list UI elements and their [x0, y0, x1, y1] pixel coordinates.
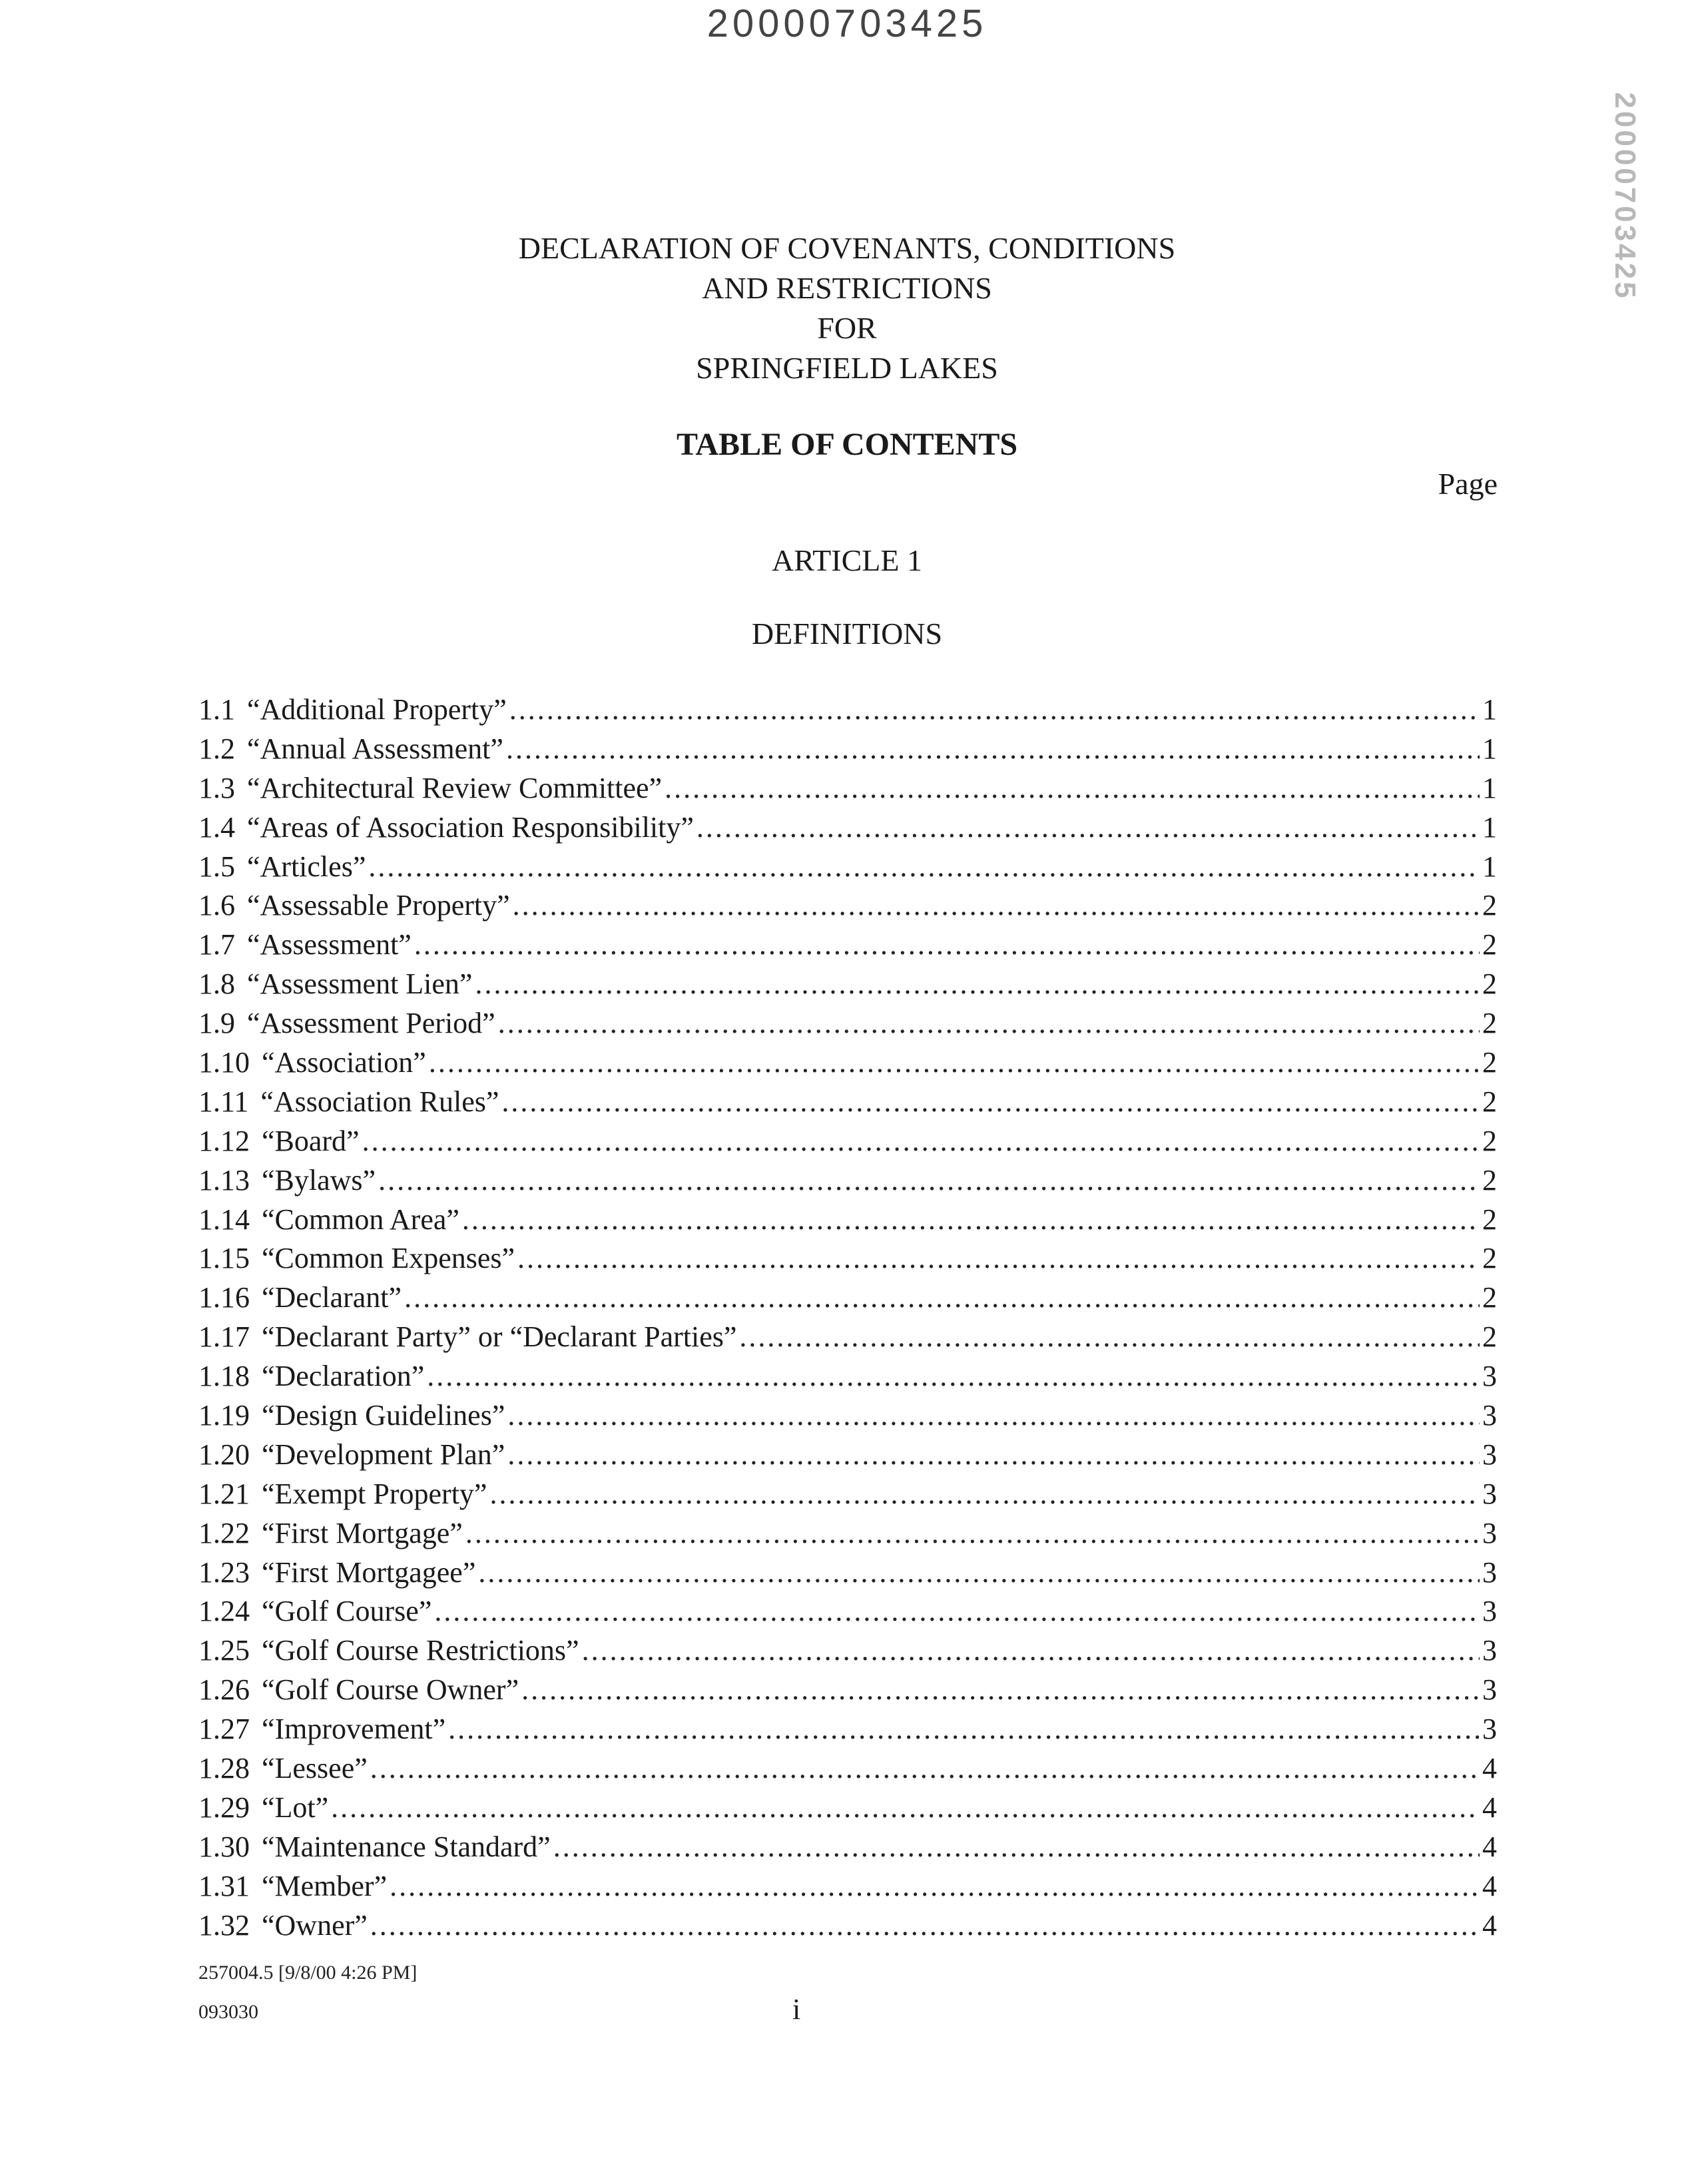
toc-entry-number: 1.12: [198, 1124, 250, 1157]
toc-dot-leader: [513, 886, 1480, 926]
toc-entry-page: 3: [1482, 1595, 1497, 1628]
toc-heading: TABLE OF CONTENTS: [676, 427, 1018, 462]
toc-dot-leader: [697, 808, 1480, 848]
toc-entry-number: 1.2: [198, 732, 235, 765]
toc-entry-number: 1.15: [198, 1242, 250, 1275]
toc-entry-title: “Assessable Property”: [247, 889, 510, 922]
toc-entry[interactable]: [198, 1592, 1497, 1631]
toc-entry-title: “Common Expenses”: [262, 1242, 515, 1275]
toc-dot-leader: [506, 730, 1480, 769]
toc-dot-leader: [507, 1396, 1480, 1436]
toc-entry-page: 3: [1482, 1634, 1497, 1667]
toc-entry-number: 1.16: [198, 1281, 250, 1314]
toc-dot-leader: [370, 1749, 1480, 1788]
toc-entry-title: “Member”: [262, 1869, 388, 1902]
toc-entry[interactable]: [198, 1436, 1497, 1475]
toc-dot-leader: [462, 1201, 1480, 1240]
toc-dot-leader: [362, 1122, 1480, 1161]
toc-entry[interactable]: [198, 1278, 1497, 1318]
toc-entry-title: “Lessee”: [262, 1752, 368, 1785]
toc-entry-title: “Golf Course Owner”: [262, 1673, 519, 1707]
toc-entry-page: 3: [1482, 1673, 1497, 1707]
toc-entry-number: 1.31: [198, 1869, 250, 1902]
toc-entry[interactable]: [198, 1004, 1497, 1043]
toc-entry-page: 1: [1482, 732, 1497, 765]
toc-entry-title: “Declarant Party” or “Declarant Parties”: [262, 1320, 737, 1354]
toc-entry-title: “Owner”: [262, 1908, 368, 1942]
toc-entry-page: 3: [1482, 1516, 1497, 1549]
toc-entry[interactable]: [198, 848, 1497, 887]
toc-entry[interactable]: [198, 1788, 1497, 1828]
document-number: 20000703425: [706, 2, 988, 45]
toc-entry-number: 1.6: [198, 889, 235, 922]
toc-entry-number: 1.10: [198, 1046, 250, 1079]
toc-dot-leader: [507, 1436, 1480, 1475]
toc-entry-number: 1.20: [198, 1438, 250, 1471]
toc-entry-page: 3: [1482, 1713, 1497, 1746]
toc-entry-title: “First Mortgagee”: [262, 1555, 476, 1589]
toc-entry-title: “Lot”: [262, 1790, 329, 1824]
toc-entry-number: 1.9: [198, 1007, 235, 1040]
toc-list: [198, 690, 1497, 1946]
toc-entry-number: 1.1: [198, 693, 235, 726]
toc-entry-page: 2: [1482, 1281, 1497, 1314]
toc-entry-title: “Declarant”: [262, 1281, 402, 1314]
toc-entry-page: 2: [1482, 1085, 1497, 1118]
toc-entry-number: 1.32: [198, 1908, 250, 1942]
toc-entry-title: “Assessment”: [247, 928, 412, 961]
toc-entry[interactable]: [198, 965, 1497, 1004]
toc-entry-title: “Exempt Property”: [262, 1477, 487, 1510]
toc-dot-leader: [501, 1083, 1480, 1122]
toc-entry[interactable]: [198, 1201, 1497, 1240]
toc-entry-number: 1.3: [198, 771, 235, 804]
toc-entry-title: “Areas of Association Responsibility”: [247, 810, 694, 844]
toc-entry[interactable]: [198, 1514, 1497, 1553]
toc-entry[interactable]: [198, 1828, 1497, 1867]
toc-entry-page: 3: [1482, 1555, 1497, 1589]
toc-entry-number: 1.11: [198, 1085, 249, 1118]
toc-entry-title: “Association Rules”: [260, 1085, 499, 1118]
toc-entry-page: 2: [1482, 1046, 1497, 1079]
toc-dot-leader: [475, 965, 1480, 1004]
toc-dot-leader: [414, 926, 1480, 965]
toc-entry-page: 2: [1482, 928, 1497, 961]
toc-entry-number: 1.13: [198, 1163, 250, 1197]
toc-entry-title: “Golf Course”: [262, 1595, 432, 1628]
toc-entry[interactable]: [198, 730, 1497, 769]
toc-dot-leader: [378, 1161, 1480, 1201]
title-line: FOR: [817, 311, 877, 345]
toc-entry[interactable]: [198, 1043, 1497, 1083]
toc-entry-number: 1.23: [198, 1555, 250, 1589]
toc-entry[interactable]: [198, 1318, 1497, 1357]
toc-dot-leader: [404, 1278, 1480, 1318]
document-title: [0, 228, 1694, 388]
toc-entry-title: “Design Guidelines”: [262, 1399, 505, 1432]
toc-entry[interactable]: [198, 1239, 1497, 1278]
toc-entry-page: 2: [1482, 1163, 1497, 1197]
toc-entry-page: 2: [1482, 967, 1497, 1001]
toc-entry-number: 1.17: [198, 1320, 250, 1354]
toc-entry[interactable]: [198, 926, 1497, 965]
toc-entry-number: 1.28: [198, 1752, 250, 1785]
toc-dot-leader: [370, 1906, 1480, 1946]
toc-dot-leader: [739, 1318, 1480, 1357]
toc-entry[interactable]: [198, 1906, 1497, 1946]
toc-entry-title: “Annual Assessment”: [247, 732, 503, 765]
toc-dot-leader: [509, 690, 1480, 730]
toc-entry-title: “Bylaws”: [262, 1163, 376, 1197]
toc-entry-title: “Golf Course Restrictions”: [262, 1634, 579, 1667]
toc-entry-page: 2: [1482, 1007, 1497, 1040]
toc-entry-title: “Maintenance Standard”: [262, 1830, 551, 1863]
toc-dot-leader: [553, 1828, 1480, 1867]
title-line: DECLARATION OF COVENANTS, CONDITIONS: [518, 231, 1176, 265]
toc-entry[interactable]: [198, 1122, 1497, 1161]
toc-dot-leader: [429, 1043, 1480, 1083]
toc-entry[interactable]: [198, 1749, 1497, 1788]
toc-entry-page: 3: [1482, 1438, 1497, 1471]
toc-dot-leader: [665, 769, 1480, 808]
toc-dot-leader: [478, 1553, 1480, 1593]
toc-entry[interactable]: [198, 1867, 1497, 1906]
footer-page-number: i: [792, 1993, 801, 2026]
title-line: SPRINGFIELD LAKES: [696, 351, 998, 385]
toc-entry[interactable]: [198, 769, 1497, 808]
toc-entry-page: 4: [1482, 1869, 1497, 1902]
toc-entry[interactable]: [198, 886, 1497, 926]
toc-dot-leader: [434, 1592, 1480, 1631]
toc-entry-page: 1: [1482, 693, 1497, 726]
toc-entry-number: 1.29: [198, 1790, 250, 1824]
title-line: AND RESTRICTIONS: [702, 271, 992, 305]
toc-entry-number: 1.27: [198, 1713, 250, 1746]
toc-dot-leader: [390, 1867, 1480, 1906]
toc-entry-title: “Association”: [262, 1046, 426, 1079]
toc-entry-number: 1.25: [198, 1634, 250, 1667]
side-stamp-text: 20000703425: [1609, 92, 1641, 301]
toc-entry[interactable]: [198, 1396, 1497, 1436]
page-column-label: Page: [1438, 467, 1498, 501]
toc-entry-number: 1.14: [198, 1203, 250, 1236]
toc-entry-page: 1: [1482, 771, 1497, 804]
toc-dot-leader: [517, 1239, 1480, 1278]
toc-entry[interactable]: [198, 690, 1497, 730]
toc-entry-number: 1.8: [198, 967, 235, 1001]
toc-entry[interactable]: [198, 1083, 1497, 1122]
toc-entry-page: 2: [1482, 1203, 1497, 1236]
toc-entry-number: 1.18: [198, 1360, 250, 1393]
toc-dot-leader: [368, 848, 1480, 887]
toc-entry-number: 1.4: [198, 810, 235, 844]
toc-dot-leader: [521, 1671, 1480, 1710]
toc-dot-leader: [465, 1514, 1480, 1553]
toc-entry-page: 3: [1482, 1360, 1497, 1393]
toc-entry-page: 2: [1482, 1320, 1497, 1354]
toc-entry-page: 4: [1482, 1830, 1497, 1863]
toc-entry-title: “Declaration”: [262, 1360, 425, 1393]
toc-dot-leader: [582, 1631, 1480, 1671]
toc-entry-title: “Architectural Review Committee”: [247, 771, 663, 804]
toc-entry-page: 4: [1482, 1790, 1497, 1824]
toc-entry-title: “Board”: [262, 1124, 360, 1157]
toc-entry-page: 4: [1482, 1908, 1497, 1942]
toc-entry-page: 2: [1482, 889, 1497, 922]
toc-entry-number: 1.19: [198, 1399, 250, 1432]
toc-entry-number: 1.5: [198, 850, 235, 883]
toc-entry[interactable]: [198, 1475, 1497, 1514]
toc-entry-number: 1.30: [198, 1830, 250, 1863]
toc-dot-leader: [489, 1475, 1480, 1514]
toc-entry-page: 4: [1482, 1752, 1497, 1785]
toc-entry-title: “Assessment Period”: [247, 1007, 495, 1040]
toc-entry-page: 2: [1482, 1242, 1497, 1275]
toc-entry-number: 1.24: [198, 1595, 250, 1628]
toc-dot-leader: [331, 1788, 1480, 1828]
toc-entry-title: “First Mortgage”: [262, 1516, 463, 1549]
toc-entry-page: 3: [1482, 1399, 1497, 1432]
footer-reference: 257004.5 [9/8/00 4:26 PM]: [198, 1962, 418, 1984]
toc-entry-page: 1: [1482, 850, 1497, 883]
toc-entry-title: “Improvement”: [262, 1713, 446, 1746]
toc-entry[interactable]: [198, 1710, 1497, 1749]
toc-entry-title: “Assessment Lien”: [247, 967, 473, 1001]
toc-dot-leader: [448, 1710, 1480, 1749]
toc-entry[interactable]: [198, 1553, 1497, 1593]
footer-code: 093030: [198, 2001, 258, 2023]
toc-entry-title: “Articles”: [247, 850, 366, 883]
toc-entry-number: 1.21: [198, 1477, 250, 1510]
toc-entry-number: 1.26: [198, 1673, 250, 1707]
toc-entry-title: “Additional Property”: [247, 693, 507, 726]
toc-entry-title: “Development Plan”: [262, 1438, 505, 1471]
toc-entry[interactable]: [198, 1357, 1497, 1396]
toc-entry[interactable]: [198, 1671, 1497, 1710]
toc-dot-leader: [427, 1357, 1480, 1396]
toc-entry-page: 3: [1482, 1477, 1497, 1510]
toc-entry-number: 1.7: [198, 928, 235, 961]
toc-entry[interactable]: [198, 1631, 1497, 1671]
toc-entry-number: 1.22: [198, 1516, 250, 1549]
article-number: ARTICLE 1: [772, 543, 922, 577]
toc-entry-page: 1: [1482, 810, 1497, 844]
toc-dot-leader: [498, 1004, 1480, 1043]
toc-entry[interactable]: [198, 808, 1497, 848]
toc-entry-title: “Common Area”: [262, 1203, 459, 1236]
toc-entry[interactable]: [198, 1161, 1497, 1201]
article-title: DEFINITIONS: [751, 617, 943, 651]
toc-entry-page: 2: [1482, 1124, 1497, 1157]
